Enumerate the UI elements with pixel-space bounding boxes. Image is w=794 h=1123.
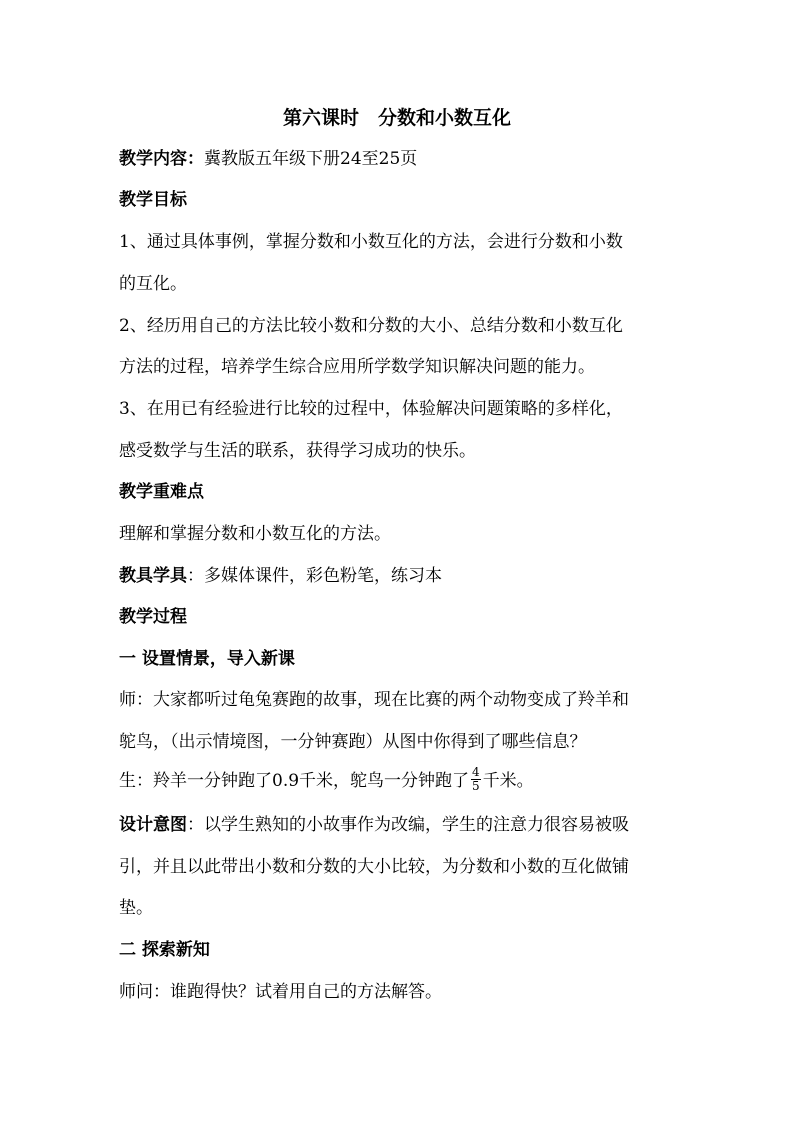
fraction-numerator: 4 bbox=[472, 765, 480, 779]
teaching-tools-text: ：多媒体课件，彩色粉笔，练习本 bbox=[187, 566, 442, 586]
goal-2-line-1: 2、经历用自己的方法比较小数和分数的大小、总结分数和小数互化 bbox=[119, 316, 623, 336]
page-title: 第六课时 分数和小数互化 bbox=[282, 107, 511, 129]
key-points-heading: 教学重难点 bbox=[119, 482, 204, 502]
fraction-four-fifths bbox=[471, 766, 481, 793]
goals-heading: 教学目标 bbox=[119, 190, 187, 210]
student-answer-after: 千米。 bbox=[482, 771, 534, 791]
teacher-line-1: 师：大家都听过龟兔赛跑的故事，现在比赛的两个动物变成了羚羊和 bbox=[119, 690, 629, 710]
design-intent-line-2: 引，并且以此带出小数和分数的大小比较，为分数和小数的互化做铺 bbox=[119, 857, 629, 877]
teaching-content bbox=[119, 148, 689, 170]
fraction-denominator: 5 bbox=[472, 779, 480, 793]
goal-3-line-1: 3、在用已有经验进行比较的过程中，体验解决问题策略的多样化， bbox=[119, 399, 623, 419]
teaching-tools bbox=[119, 565, 689, 587]
section-2-heading: 二 探索新知 bbox=[119, 940, 210, 960]
teacher-line-2: 鸵鸟，（出示情境图，一分钟赛跑）从图中你得到了哪些信息？ bbox=[119, 732, 587, 752]
design-intent-label: 设计意图 bbox=[119, 815, 187, 835]
key-points-text: 理解和掌握分数和小数互化的方法。 bbox=[119, 524, 391, 544]
goal-1-line-1: 1、通过具体事例，掌握分数和小数互化的方法，会进行分数和小数 bbox=[119, 232, 623, 252]
goal-2-line-2: 方法的过程，培养学生综合应用所学数学知识解决问题的能力。 bbox=[119, 357, 595, 377]
design-intent-text-1: ：以学生熟知的小故事作为改编，学生的注意力很容易被吸 bbox=[187, 815, 629, 835]
process-heading: 教学过程 bbox=[119, 607, 187, 627]
section-1-heading: 一 设置情景，导入新课 bbox=[119, 649, 295, 669]
goal-1-line-2: 的互化。 bbox=[119, 274, 187, 294]
teacher-question: 师问：谁跑得快？试着用自己的方法解答。 bbox=[119, 982, 442, 1002]
teaching-content-label: 教学内容： bbox=[119, 149, 204, 169]
student-answer bbox=[119, 765, 689, 795]
student-answer-before: 生：羚羊一分钟跑了0.9千米，鸵鸟一分钟跑了 bbox=[119, 771, 470, 791]
design-intent-line-1 bbox=[119, 814, 689, 836]
teaching-tools-label: 教具学具 bbox=[119, 566, 187, 586]
goal-3-line-2: 感受数学与生活的联系，获得学习成功的快乐。 bbox=[119, 441, 476, 461]
teaching-content-text: 冀教版五年级下册24至25页 bbox=[204, 149, 418, 169]
design-intent-line-3: 垫。 bbox=[119, 898, 153, 918]
